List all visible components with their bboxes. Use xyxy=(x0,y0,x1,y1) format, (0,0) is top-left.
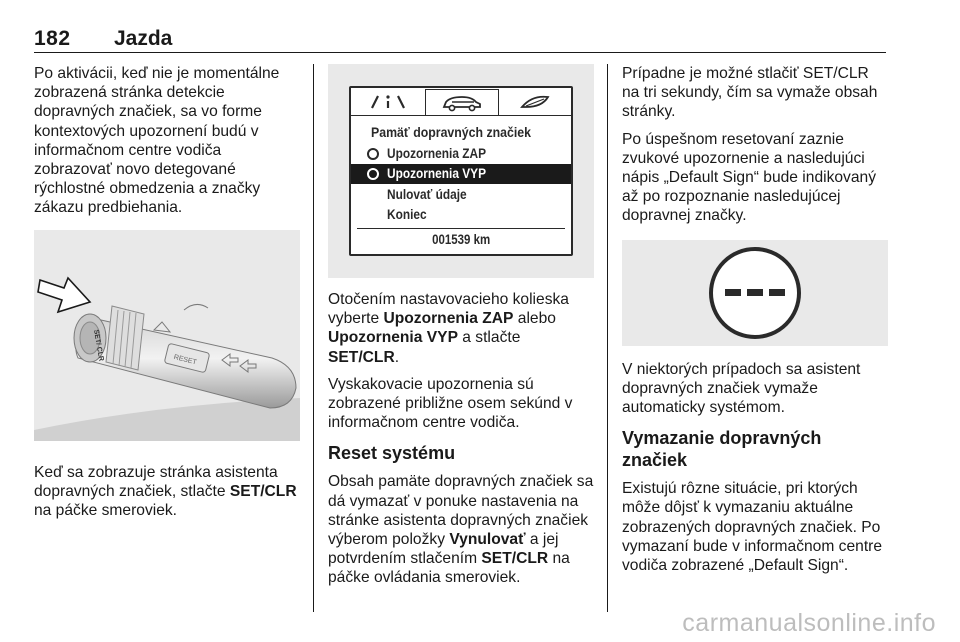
arrow-pointer-icon xyxy=(38,278,90,312)
menu-item-exit: Koniec xyxy=(387,207,427,222)
paragraph: Prípadne je možné stlačiť SET/CLR na tri sekundy, čím sa vymaže obsah stránky. xyxy=(622,65,878,121)
section-heading: Vymazanie dopravných značiek xyxy=(622,428,822,471)
radio-icon xyxy=(367,168,379,180)
paragraph: Keď sa zobrazuje stránka asistenta dopravných značiek, stlačte SET/CLR na páčke smeroviek. xyxy=(34,463,297,520)
menu-item-alerts-on: Upozornenia ZAP xyxy=(351,144,571,164)
column-divider xyxy=(607,64,608,612)
column-1 xyxy=(34,64,300,520)
tab-info xyxy=(351,88,425,115)
divider xyxy=(357,228,565,229)
watermark xyxy=(0,603,960,642)
section-heading: Reset systému xyxy=(328,443,456,464)
menu-item-alerts-off: Upozornenia VYP xyxy=(351,164,571,184)
bold-term: Upozornenia VYP xyxy=(328,329,458,347)
menu-item-reset-data: Nulovať údaje xyxy=(387,187,467,202)
page-number: 182 xyxy=(34,27,71,50)
default-sign-illustration xyxy=(622,240,888,346)
info-tab-icon xyxy=(368,93,408,111)
column-divider xyxy=(313,64,314,612)
watermark-text: carmanualsonline.info xyxy=(682,609,936,637)
paragraph: Existujú rôzne situácie, pri ktorých môže dôjsť k vymazaniu aktuálne zobrazených dopravných značiek. Po vymazaní bude v informačnom centre vodiča zobrazené „Default Sign“. xyxy=(622,480,883,575)
bold-term: SET/CLR xyxy=(328,348,395,366)
bold-term: Upozornenia ZAP xyxy=(383,310,514,328)
paragraph: V niektorých prípadoch sa asistent dopravných značiek vymaže automaticky systémom. xyxy=(622,360,861,417)
driver-info-display-illustration xyxy=(328,64,594,278)
display-tabs xyxy=(351,88,571,116)
radio-icon xyxy=(367,148,379,160)
odometer: 001539 km xyxy=(431,232,491,247)
column-3 xyxy=(622,64,888,575)
tab-vehicle xyxy=(425,89,499,115)
reset-knob-label: RESET xyxy=(172,353,198,366)
display-screen xyxy=(349,86,573,256)
default-sign-icon xyxy=(707,245,803,341)
chapter-title: Jazda xyxy=(114,27,173,50)
set-clr-button-label: SET/ CLR xyxy=(92,328,105,362)
car-icon xyxy=(440,93,484,113)
bold-term: SET/CLR xyxy=(481,550,549,568)
bold-term: Vynulovať xyxy=(449,531,526,549)
paragraph: Po aktivácii, keď nie je momentálne zobrazená stránka detekcie dopravných značiek, sa vo forme kontextových upozornení budú v informačnom centre vodiča zobrazovať novo detegované rýchlostné obmedzenia a značky zákazu predbiehania. xyxy=(34,65,280,217)
paragraph: Otočením nastavovacieho kolieska vyberte Upozornenia ZAP alebo Upozornenia VYP a stlačte SET/CLR. xyxy=(328,291,569,366)
turn-signal-stalk-image xyxy=(34,230,300,441)
page-header xyxy=(34,27,886,53)
paragraph: Obsah pamäte dopravných značiek sa dá vymazať v ponuke nastavenia na stránke asistenta dopravných značiek výberom položky Vynulovať a jej potvrdením stlačením SET/CLR na páčke ovládania smeroviek. xyxy=(328,473,594,587)
menu-title: Pamäť dopravných značiek xyxy=(371,124,531,140)
column-2 xyxy=(328,64,594,588)
stalk-illustration xyxy=(34,230,300,441)
tab-eco xyxy=(499,88,571,115)
bold-term: SET/CLR xyxy=(229,482,297,500)
leaf-icon xyxy=(518,93,552,111)
paragraph: Vyskakovacie upozornenia sú zobrazené približne osem sekúnd v informačnom centre vodiča. xyxy=(328,375,573,432)
paragraph: Po úspešnom resetovaní zaznie zvukové upozornenie a nasledujúci nápis „Default Sign“ bude indikovaný až po rozpoznanie nasledujúcej dopravnej značky. xyxy=(622,130,876,225)
